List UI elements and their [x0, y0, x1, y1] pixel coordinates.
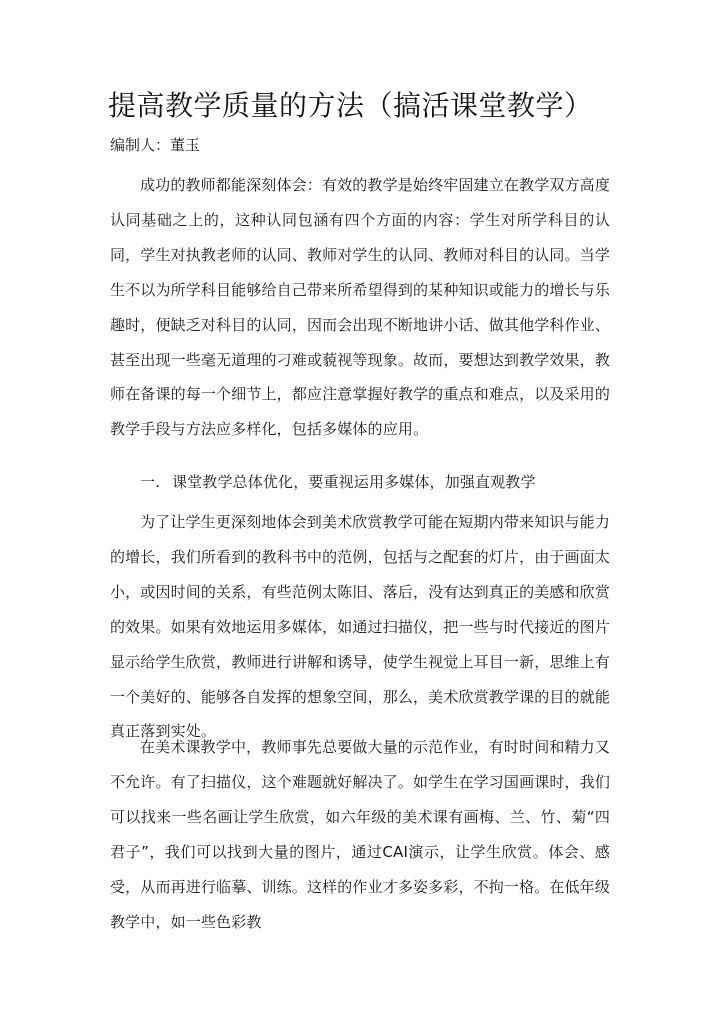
- section-1-body-2: [110, 730, 610, 939]
- intro-block: [110, 168, 610, 447]
- section-heading-text: 课堂教学总体优化，要重视运用多媒体，加强直观教学: [172, 473, 536, 491]
- section-number: 一.: [140, 473, 161, 491]
- document-title: 提高教学质量的方法（搞活课堂教学）: [108, 89, 593, 122]
- section-paragraph-2: 在美术课教学中，教师事先总要做大量的示范作业，有时时间和精力又不允许。有了扫描仪，这个难题就好解决了。如学生在学习国画课时，我们可以找来一些名画让学生欣赏，如六年级的美术课有画梅、兰、竹、菊“四君子”，我们可以找到大量的图片，通过CAI演示，让学生欣赏。体会、感受，从而再进行临摹、训练。这样的作业才多姿多彩，不拘一格。在低年级教学中，如一些色彩教: [110, 738, 610, 931]
- section-1-body: [110, 505, 610, 749]
- section-heading-line: [110, 465, 610, 500]
- author-line: 编制人：董玉: [110, 136, 201, 154]
- section-paragraph-1: 为了让学生更深刻地体会到美术欣赏教学可能在短期内带来知识与能力的增长，我们所看到的教科书中的范例，包括与之配套的灯片，由于画面太小，或因时间的关系，有些范例太陈旧、落后，没有达到真正的美感和欣赏的效果。如果有效地运用多媒体，如通过扫描仪，把一些与时代接近的图片显示给学生欣赏，教师进行讲解和诱导，使学生视觉上耳目一新，思维上有一个美好的、能够各自发挥的想象空间，那么，美术欣赏教学课的目的就能真正落到实处。: [110, 513, 610, 741]
- intro-paragraph: 成功的教师都能深刻体会：有效的教学是始终牢固建立在教学双方高度认同基础之上的，这种认同包涵有四个方面的内容：学生对所学科目的认同，学生对执教老师的认同、教师对学生的认同、教师对科目的认同。当学生不以为所学科目能够给自己带来所希望得到的某种知识或能力的增长与乐趣时，便缺乏对科目的认同，因而会出现不断地讲小话、做其他学科作业、甚至出现一些毫无道理的刁难或藐视等现象。故而，要想达到教学效果，教师在备课的每一个细节上，都应注意掌握好教学的重点和难点，以及采用的教学手段与方法应多样化，包括多媒体的应用。: [110, 176, 610, 439]
- section-1-heading: [110, 465, 610, 500]
